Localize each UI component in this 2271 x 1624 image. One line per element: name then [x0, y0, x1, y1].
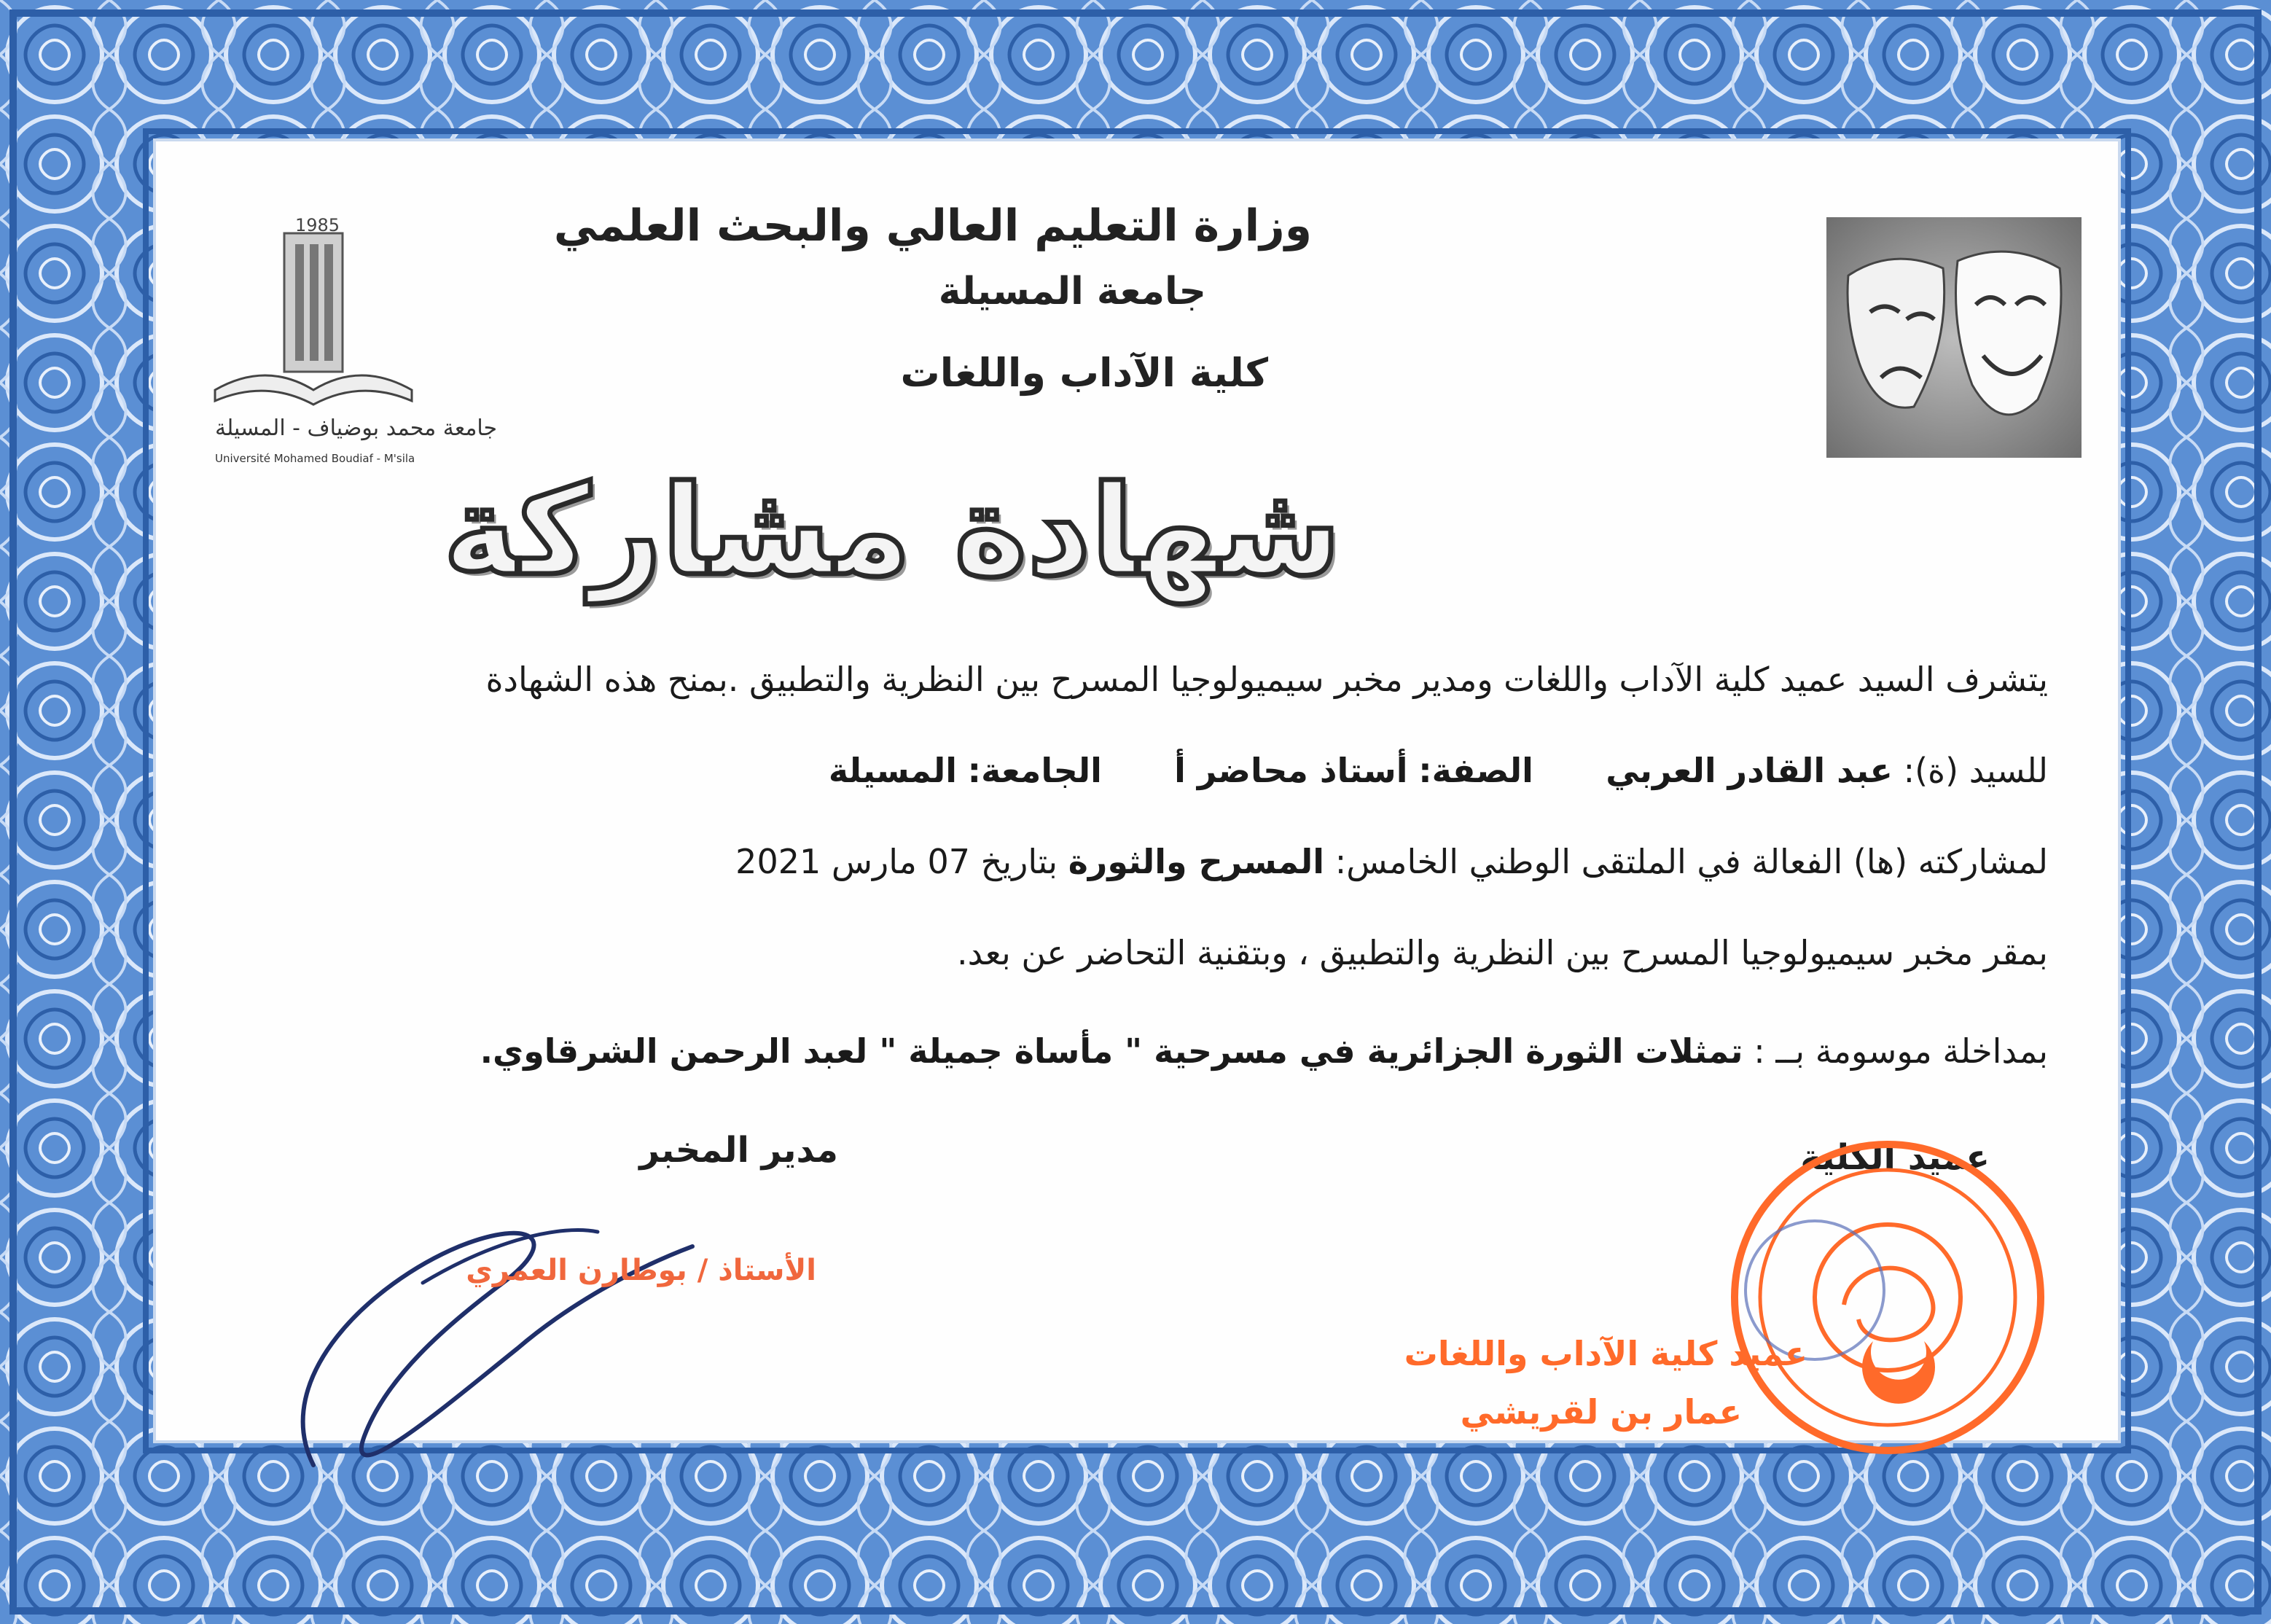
intro-line: يتشرف السيد عميد كلية الآداب واللغات ومدير مخبر سيميولوجيا المسرح بين النظرية والتطبيق .بمنح هذه الشهادة: [485, 660, 2048, 699]
certificate-title: شهادة مشاركة: [443, 459, 1341, 604]
recipient-university: المسيلة: [828, 751, 958, 790]
lab-director-signature: [255, 1159, 729, 1523]
lab-director-signature-title: مدير المخبر: [639, 1130, 838, 1171]
university-label: الجامعة:: [967, 751, 1102, 790]
recipient-name: عبد القادر العربي: [1606, 751, 1893, 790]
university-name: جامعة المسيلة: [938, 270, 1206, 313]
event-prefix: لمشاركته (ها) الفعالة في الملتقى الوطني الخامس:: [1334, 842, 2048, 881]
theatre-masks-image: [1826, 217, 2082, 458]
recipient-label: للسيد (ة):: [1903, 751, 2048, 790]
lab-director-stamp-text: الأستاذ / بوطارن العمري: [466, 1254, 816, 1287]
ministry-name: وزارة التعليم العالي والبحث العلمي: [553, 200, 1312, 251]
venue-line: بمقر مخبر سيميولوجيا المسرح بين النظرية والتطبيق ، وبتقنية التحاضر عن بعد.: [957, 933, 2048, 972]
dean-stamp-title: عميد كلية الآداب واللغات: [1404, 1334, 1807, 1373]
faculty-name: كلية الآداب واللغات: [900, 350, 1268, 396]
event-line: [735, 842, 2048, 881]
logo-name-arabic: جامعة محمد بوضياف - المسيلة: [215, 415, 498, 441]
logo-year: 1985: [295, 215, 340, 235]
certificate-sheet: [153, 138, 2121, 1443]
dean-stamp-name: عمار بن لقريشي: [1460, 1392, 1742, 1432]
rank-label: الصفة:: [1418, 751, 1533, 790]
dean-official-stamp: [1684, 1115, 2063, 1494]
university-logo: [186, 171, 498, 465]
recipient-rank: أستاذ محاضر أ: [1174, 751, 1408, 790]
event-date: بتاريخ 07 مارس 2021: [735, 842, 1058, 881]
paper-line: [480, 1031, 2048, 1071]
dean-signature-title: عميد الكلية: [1800, 1137, 1990, 1178]
paper-prefix: بمداخلة موسومة بــ :: [1754, 1031, 2048, 1071]
event-name: المسرح والثورة: [1068, 842, 1325, 881]
paper-title: تمثلات الثورة الجزائرية في مسرحية " مأساة جميلة " لعبد الرحمن الشرقاوي.: [480, 1031, 1743, 1071]
logo-name-french: Université Mohamed Boudiaf - M'sila: [215, 452, 415, 465]
recipient-line: [829, 751, 2048, 790]
